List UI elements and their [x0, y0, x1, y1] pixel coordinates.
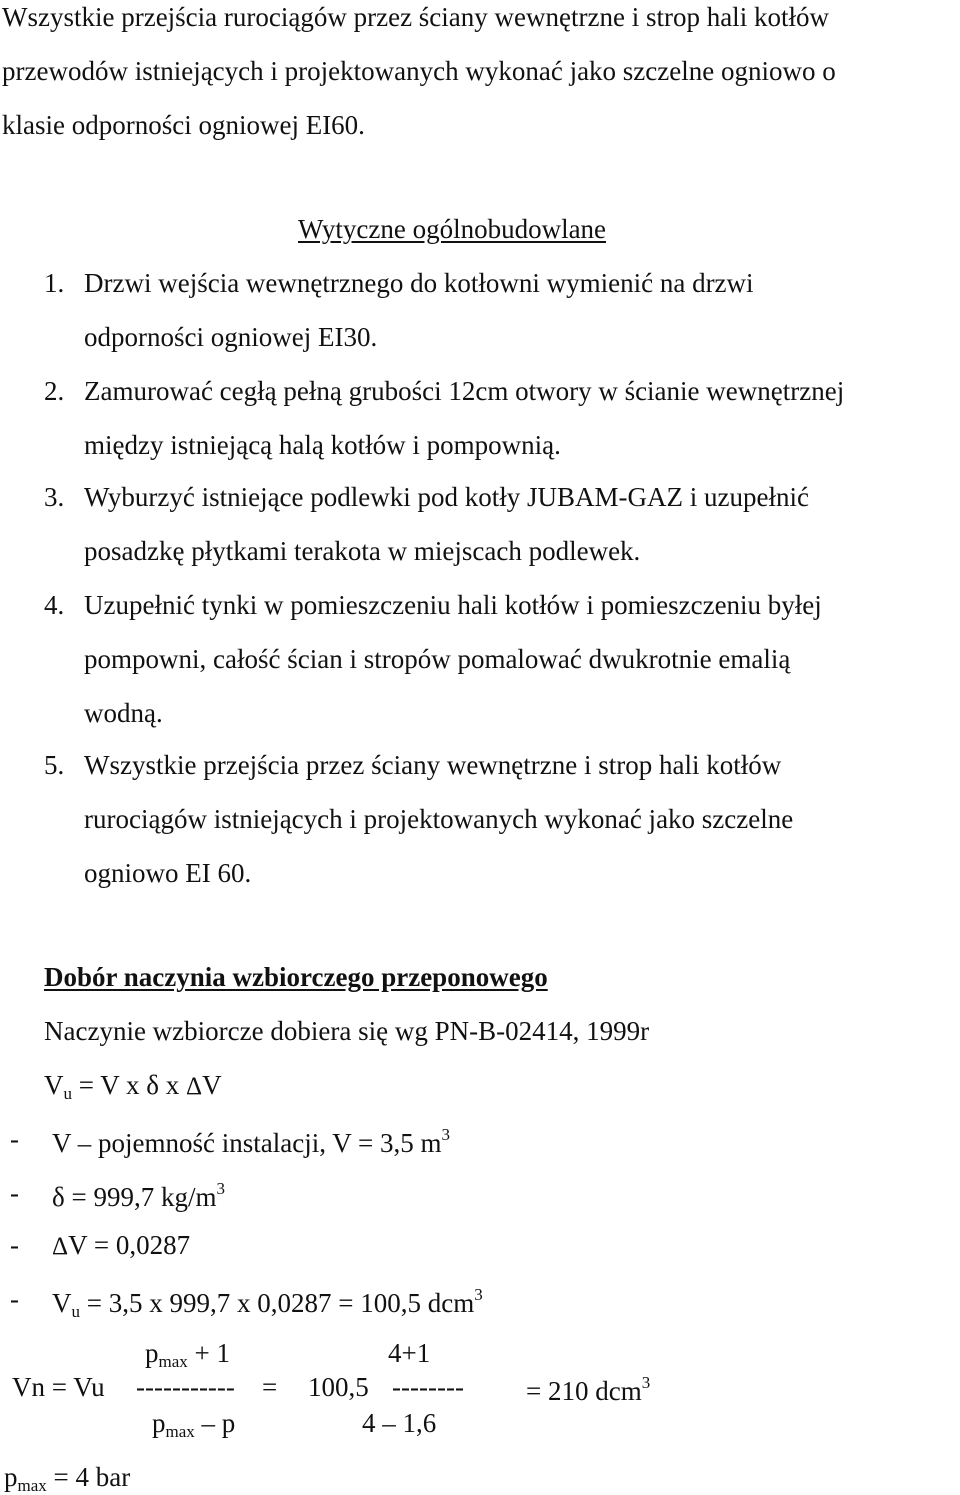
intro-line-1: Wszystkie przejścia rurociągów przez ściany wewnętrzne i strop hali kotłów	[2, 2, 829, 32]
denominator-rest: – p	[194, 1408, 236, 1438]
bullet-dash: -	[10, 1178, 19, 1208]
bullet-dash: -	[10, 1124, 19, 1154]
list-item-number: 5.	[44, 750, 65, 780]
bullet-text: V = 0,0287	[68, 1230, 191, 1260]
pmax-line	[4, 1464, 130, 1494]
formula-v: V	[52, 1288, 72, 1318]
list-item-line: ogniowo EI 60.	[84, 858, 252, 888]
superscript: 3	[641, 1373, 651, 1392]
fraction-numerator	[145, 1340, 230, 1370]
bullet-dash: -	[10, 1230, 19, 1260]
bullet-volume	[52, 1126, 450, 1157]
subscript-max: max	[158, 1352, 188, 1371]
list-item-line: Zamurować cegłą pełną grubości 12cm otwory w ścianie wewnętrznej	[84, 376, 845, 406]
guidelines-heading: Wytyczne ogólnobudowlane	[298, 214, 607, 244]
formula-subscript: u	[71, 1302, 80, 1321]
fraction-denominator	[152, 1410, 235, 1440]
numerator-rest: + 1	[187, 1338, 231, 1368]
intro-line-2: przewodów istniejących i projektowanych wykonać jako szczelne ogniowo o	[2, 56, 836, 86]
list-item-number: 4.	[44, 590, 65, 620]
bullet-text: = 3,5 x 999,7 x 0,0287 = 100,5 dcm	[80, 1288, 475, 1318]
norm-text: Naczynie wzbiorcze dobiera się wg PN-B-02414, 1999r	[44, 1016, 650, 1046]
subscript-max: max	[17, 1476, 47, 1495]
formula-part: = V x	[72, 1070, 147, 1100]
list-item-line: Drzwi wejścia wewnętrznego do kotłowni wymienić na drzwi	[84, 268, 754, 298]
superscript: 3	[216, 1179, 225, 1198]
p-symbol: p	[4, 1462, 18, 1492]
intro-line-3: klasie odporności ogniowej EI60.	[2, 110, 365, 140]
formula-part: x	[158, 1070, 186, 1100]
formula-vu	[44, 1072, 222, 1102]
list-item-line: między istniejącą halą kotłów i pompownią.	[84, 430, 561, 460]
fraction-result	[526, 1374, 650, 1405]
superscript: 3	[474, 1285, 483, 1304]
formula-part: V	[202, 1070, 222, 1100]
subscript-max: max	[165, 1422, 195, 1441]
fraction-bar: --------	[392, 1372, 464, 1402]
capital-delta-symbol: Δ	[185, 1073, 203, 1100]
formula-subscript: u	[63, 1084, 72, 1103]
list-item-line: pompowni, całość ścian i stropów pomalować dwukrotnie emalią	[84, 644, 791, 674]
bullet-density	[52, 1180, 225, 1211]
fraction-denominator-value: 4 – 1,6	[362, 1408, 437, 1438]
pmax-value: = 4 bar	[46, 1462, 131, 1492]
delta-symbol: δ	[146, 1070, 159, 1100]
equals-sign: =	[262, 1372, 278, 1402]
list-item-number: 3.	[44, 482, 65, 512]
formula-v: V	[44, 1070, 64, 1100]
fraction-lhs: Vn = Vu	[12, 1372, 105, 1402]
superscript: 3	[441, 1125, 450, 1144]
list-item-line: Wszystkie przejścia przez ściany wewnętrzne i strop hali kotłów	[84, 750, 782, 780]
list-item-number: 1.	[44, 268, 65, 298]
list-item-line: posadzkę płytkami terakota w miejscach podlewek.	[84, 536, 641, 566]
list-item-number: 2.	[44, 376, 65, 406]
bullet-expansion	[52, 1232, 190, 1259]
capital-delta-symbol: Δ	[52, 1233, 69, 1260]
list-item-line: odporności ogniowej EI30.	[84, 322, 378, 352]
list-item-line: Uzupełnić tynki w pomieszczeniu hali kotłów i pomieszczeniu byłej	[84, 590, 822, 620]
p-symbol: p	[145, 1338, 159, 1368]
bullet-dash: -	[10, 1284, 19, 1314]
fraction-value: 100,5	[308, 1372, 369, 1402]
list-item-line: rurociągów istniejących i projektowanych wykonać jako szczelne	[84, 804, 794, 834]
bullet-vu-result	[52, 1286, 483, 1320]
list-item-line: Wyburzyć istniejące podlewki pod kotły JUBAM-GAZ i uzupełnić	[84, 482, 809, 512]
result-text: = 210 dcm	[526, 1376, 642, 1406]
fraction-numerator-value: 4+1	[388, 1338, 431, 1368]
vessel-heading: Dobór naczynia wzbiorczego przeponowego	[44, 962, 548, 992]
bullet-text: V – pojemność instalacji, V = 3,5 m	[52, 1128, 442, 1158]
fraction-bar: -----------	[136, 1372, 235, 1402]
p-symbol: p	[152, 1408, 166, 1438]
delta-symbol: δ	[52, 1182, 65, 1212]
list-item-line: wodną.	[84, 698, 163, 728]
bullet-text: = 999,7 kg/m	[64, 1182, 217, 1212]
